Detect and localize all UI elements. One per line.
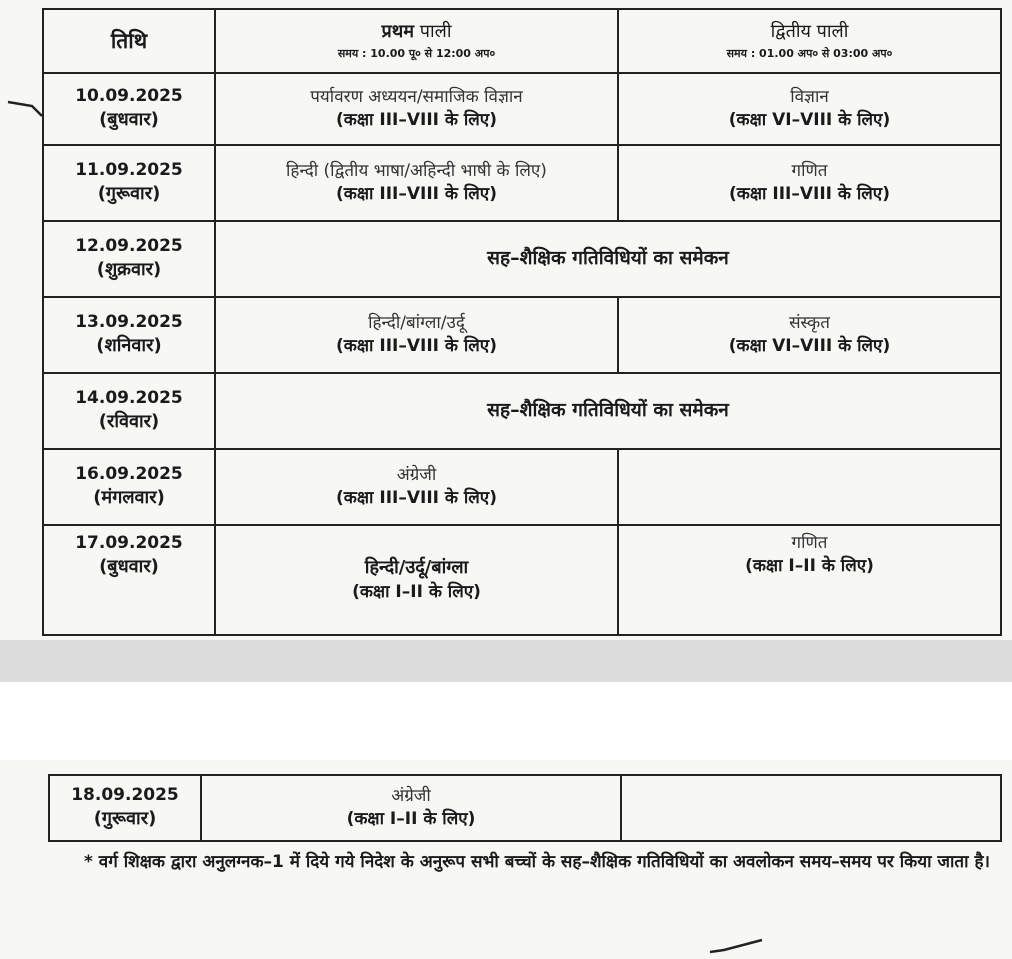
shift-1-class: (कक्षा III–VIII के लिए) [336, 184, 497, 204]
row-day: (रविवार) [98, 411, 160, 433]
row-day: (मंगलवार) [93, 487, 165, 509]
shift-1-class: (कक्षा III–VIII के लिए) [336, 488, 497, 508]
shift-2-class: (कक्षा VI–VIII के लिए) [728, 336, 891, 356]
row-day: (बुधवार) [99, 555, 159, 577]
schedule-page-bottom [0, 760, 1012, 959]
exam-schedule-table-continued [48, 774, 1002, 842]
page-gap-divider [0, 640, 1012, 682]
row-date: 12.09.2025 [75, 236, 183, 257]
table-row [43, 449, 1001, 525]
header-shift-2-label: द्वितीय पाली [770, 21, 849, 43]
row-day: (बुधवार) [99, 109, 159, 131]
header-date: तिथि [43, 9, 215, 73]
shift-1-class: (कक्षा III–VIII के लिए) [336, 110, 497, 130]
row-day: (शुक्रवार) [96, 259, 162, 281]
row-date: 18.09.2025 [71, 785, 179, 806]
co-curricular-activity-label: सह–शैक्षिक गतिविधियों का समेकन [487, 399, 729, 422]
shift-2-class: (कक्षा I–II के लिए) [745, 555, 874, 576]
header-shift-2-time: समय : 01.00 अप० से 03:00 अप० [726, 46, 893, 60]
shift-1-subject: पर्यावरण अध्ययन/समाजिक विज्ञान [310, 87, 523, 108]
shift-1-class: (कक्षा I–II के लिए) [346, 809, 476, 829]
table-row [43, 297, 1001, 373]
shift-1-subject: हिन्दी/बांग्ला/उर्दू [368, 313, 465, 334]
table-row [49, 775, 1001, 841]
row-day: (गुरूवार) [93, 808, 157, 830]
row-date: 10.09.2025 [75, 86, 183, 107]
row-day: (गुरूवार) [97, 183, 161, 205]
table-row [43, 525, 1001, 635]
table-row [43, 373, 1001, 449]
shift-1-class: (कक्षा III–VIII के लिए) [336, 336, 497, 356]
header-shift-1: प्रथम पाली समय : 10.00 पू० से 12:00 अप० [215, 9, 618, 73]
row-day: (शनिवार) [96, 335, 162, 357]
row-date: 13.09.2025 [75, 312, 183, 333]
header-shift-1-label: प्रथम [381, 21, 415, 43]
table-header-row [43, 9, 1001, 73]
shift-1-subject: हिन्दी/उर्दू/बांग्ला [364, 557, 469, 579]
exam-schedule-table [42, 8, 1002, 636]
shift-2-empty-cell [621, 775, 1001, 841]
shift-2-subject: गणित [791, 161, 828, 182]
shift-2-class: (कक्षा VI–VIII के लिए) [728, 110, 891, 130]
header-shift-2 [618, 9, 1001, 73]
table-row [43, 73, 1001, 145]
table-row [43, 145, 1001, 221]
footnote: * वर्ग शिक्षक द्वारा अनुलग्नक–1 में दिये गये निदेश के अनुरूप सभी बच्चों के सह–शैक्षिक गतिविधियों का अवलोकन समय–समय पर किया जाता है। [84, 852, 990, 872]
shift-2-subject: गणित [791, 533, 828, 553]
pen-tick-mark [706, 938, 766, 958]
shift-1-subject: अंग्रेजी [396, 465, 437, 486]
shift-1-subject: अंग्रेजी [391, 786, 431, 807]
row-date: 14.09.2025 [75, 388, 183, 409]
row-date: 17.09.2025 [75, 533, 183, 553]
shift-2-subject: विज्ञान [790, 87, 829, 108]
shift-2-class: (कक्षा III–VIII के लिए) [729, 184, 890, 204]
shift-2-subject: संस्कृत [789, 313, 830, 334]
row-date: 11.09.2025 [75, 160, 183, 181]
table-row [43, 221, 1001, 297]
shift-1-class: (कक्षा I–II के लिए) [352, 581, 481, 602]
header-shift-1-time: समय : 10.00 पू० से 12:00 अप० [337, 46, 496, 60]
row-date: 16.09.2025 [75, 464, 183, 485]
shift-1-subject: हिन्दी (द्वितीय भाषा/अहिन्दी भाषी के लिए) [286, 161, 547, 182]
co-curricular-activity-label: सह–शैक्षिक गतिविधियों का समेकन [487, 247, 729, 270]
